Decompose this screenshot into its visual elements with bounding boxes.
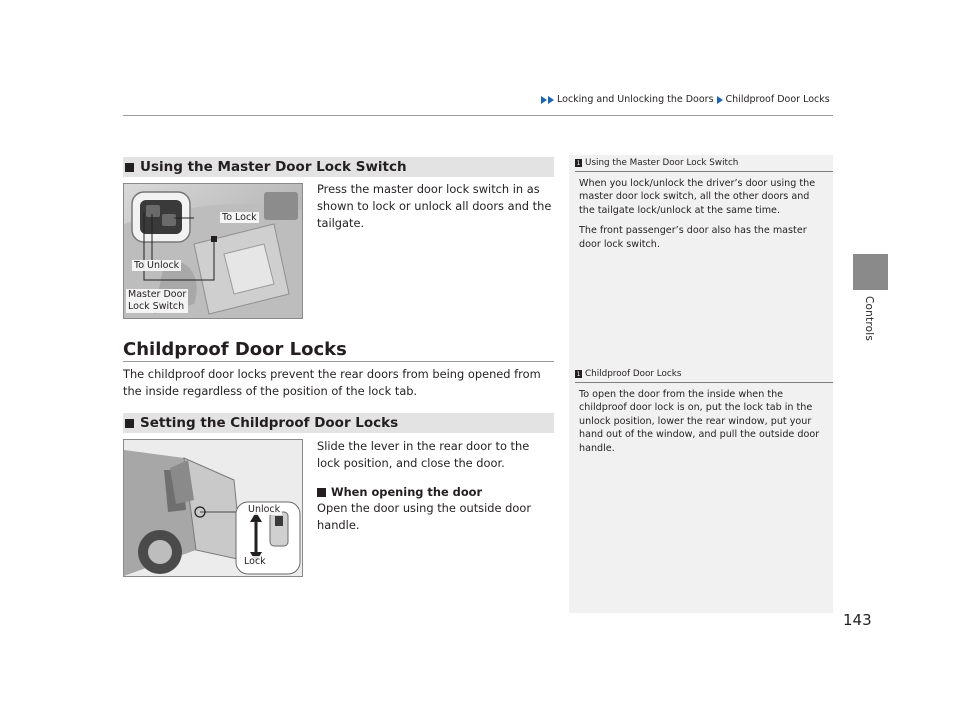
note-title [575, 158, 833, 168]
chapter-tab-marker [853, 254, 888, 290]
note-title-text: Childproof Door Locks [585, 369, 682, 379]
note-paragraph: To open the door from the inside when the childproof door lock is on, put the lock tab in the unlock position, lower the rear window, put your hand out of the window, and pull the outside door handle. [579, 389, 820, 454]
heading-divider [123, 361, 554, 362]
sub-heading-opening [317, 484, 482, 501]
chapter-tab-label: Controls [863, 296, 875, 342]
note-title-text: Using the Master Door Lock Switch [585, 158, 739, 168]
arrow-icon [541, 96, 547, 104]
note-divider [575, 382, 833, 383]
square-bullet-icon [125, 163, 134, 172]
section-heading-childproof [123, 413, 554, 433]
note-divider [575, 171, 833, 172]
breadcrumb-parent[interactable]: Locking and Unlocking the Doors [557, 94, 714, 105]
childproof-instructions: Slide the lever in the rear door to the lock position, and close the door. [317, 439, 530, 470]
sub-heading-text: When opening the door [331, 485, 483, 499]
note-master-switch [575, 158, 833, 251]
square-bullet-icon [317, 488, 326, 497]
master-switch-instructions: Press the master door lock switch in as shown to lock or unlock all doors and the tailgate. [317, 182, 552, 230]
square-bullet-icon [125, 419, 134, 428]
callout-unlock: Unlock [248, 504, 281, 515]
page-title: Childproof Door Locks [123, 339, 347, 360]
note-number-icon: 1 [576, 370, 581, 378]
callout-master-switch [126, 289, 188, 313]
childproof-figure [123, 439, 303, 577]
arrow-icon [548, 96, 554, 104]
master-switch-figure [123, 183, 303, 319]
callout-lock: Lock [244, 556, 266, 567]
note-number-icon: 1 [576, 159, 581, 167]
opening-instructions: Open the door using the outside door handle. [317, 501, 531, 532]
note-childproof [575, 369, 833, 455]
breadcrumb [541, 94, 830, 105]
note-paragraph: The front passenger’s door also has the master door lock switch. [579, 225, 807, 250]
callout-master-line2: Lock Switch [128, 301, 185, 312]
childproof-intro: The childproof door locks prevent the rear doors from being opened from the inside regardless of the position of the lock tab. [123, 367, 541, 398]
header-divider [123, 115, 833, 116]
arrow-icon [717, 96, 723, 104]
callout-to-lock: To Lock [222, 212, 257, 223]
breadcrumb-current: Childproof Door Locks [725, 94, 830, 105]
callout-master-line1: Master Door [128, 289, 187, 300]
section-title: Using the Master Door Lock Switch [140, 159, 407, 175]
note-paragraph: When you lock/unlock the driver’s door using the master door lock switch, all the other doors and the tailgate lock/unlock at the same time. [579, 178, 816, 216]
page-number: 143 [843, 611, 872, 629]
note-title [575, 369, 833, 379]
callout-to-unlock: To Unlock [134, 260, 180, 271]
section-title: Setting the Childproof Door Locks [140, 415, 399, 431]
section-heading-master-switch [123, 157, 554, 177]
